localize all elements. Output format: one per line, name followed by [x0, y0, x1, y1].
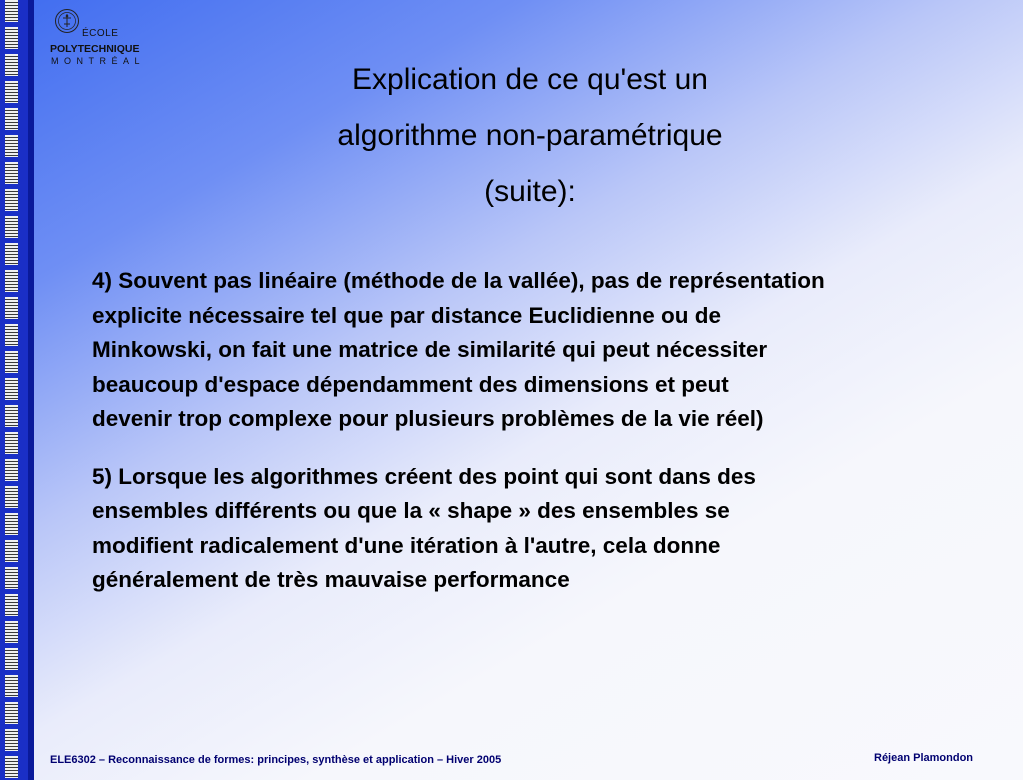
paragraph-line: beaucoup d'espace dépendamment des dimensions et peut	[92, 371, 729, 397]
logo-line-montreal: MONTRÉAL	[51, 56, 146, 66]
logo-line-polytechnique: POLYTECHNIQUE	[50, 43, 140, 55]
logo-line-ecole: ÉCOLE	[82, 28, 119, 39]
paragraph-line: 4) Souvent pas linéaire (méthode de la vallée), pas de représentation	[92, 268, 825, 293]
slide-title	[190, 52, 870, 220]
title-line: (suite):	[484, 175, 576, 208]
film-perforations	[5, 0, 18, 780]
title-line: algorithme non-paramétrique	[337, 119, 723, 152]
polytechnique-seal-icon	[54, 8, 80, 34]
film-strip-decoration	[0, 0, 34, 780]
strip-edge	[28, 0, 34, 780]
paragraph-line: ensembles différents ou que la « shape » des ensembles se	[92, 498, 730, 523]
paragraph-line: explicite nécessaire tel que par distance Euclidienne ou de	[92, 302, 721, 328]
paragraph-line: modifient radicalement d'une itération à l'autre, cela donne	[92, 532, 721, 558]
paragraph-line: généralement de très mauvaise performance	[92, 567, 570, 592]
paragraph-4	[92, 264, 992, 437]
footer-author: Réjean Plamondon	[874, 752, 974, 764]
paragraph-line: Minkowski, on fait une matrice de similarité qui peut nécessiter	[92, 337, 768, 362]
school-logo	[50, 8, 160, 72]
paragraph-line: devenir trop complexe pour plusieurs problèmes de la vie réel)	[92, 406, 764, 431]
footer-course: ELE6302 – Reconnaissance de formes: principes, synthèse et application – Hiver 2005	[50, 754, 502, 766]
paragraph-5	[92, 460, 992, 598]
slide-body	[92, 264, 992, 621]
paragraph-line: 5) Lorsque les algorithmes créent des point qui sont dans des	[92, 463, 756, 489]
title-line: Explication de ce qu'est un	[352, 63, 708, 96]
